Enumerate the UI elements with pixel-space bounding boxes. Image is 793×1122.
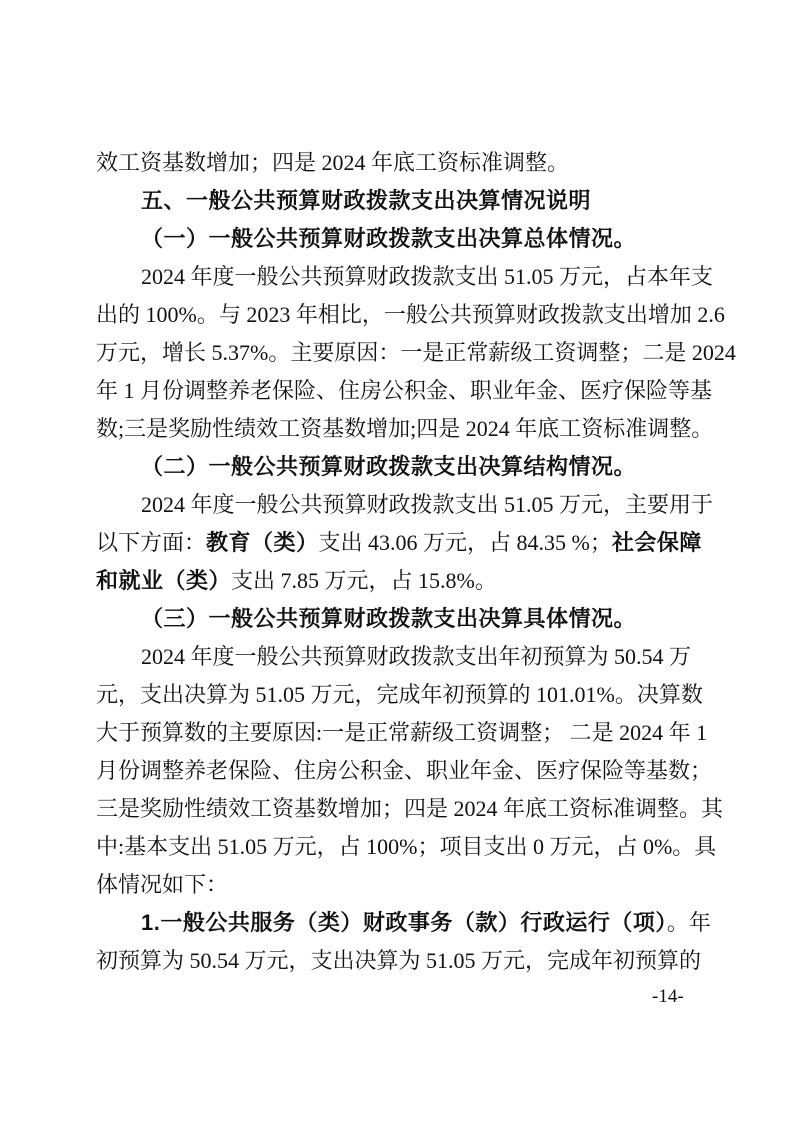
bold-text-run: 教育（类） (206, 530, 319, 555)
bold-text-run: （二）一般公共预算财政拨款支出决算结构情况。 (141, 454, 637, 479)
text-run: 万元，增长 5.37%。主要原因：一是正常薪级工资调整；二是 2024 (96, 340, 736, 365)
text-run: 。年 (666, 910, 711, 935)
text-run: 以下方面： (96, 530, 207, 555)
heading-line (96, 220, 718, 258)
text-line (96, 638, 718, 676)
text-line (96, 904, 718, 942)
text-line (96, 296, 725, 334)
text-run: 元，支出决算为 51.05 万元，完成年初预算的 101.01%。决算数 (96, 682, 703, 707)
heading-line (96, 600, 718, 638)
bold-text-run: 和就业（类） (96, 568, 232, 593)
text-line (96, 372, 718, 410)
text-line (96, 714, 718, 752)
text-line (96, 942, 718, 980)
text-line (96, 524, 718, 562)
bold-text-run: 1.一般公共服务（类）财政事务（款）行政运行（项） (141, 910, 667, 935)
page-number: -14- (652, 986, 684, 1007)
text-run: 中:基本支出 51.05 万元，占 100%；项目支出 0 万元，占 0%。具 (96, 834, 717, 859)
text-run: 初预算为 50.54 万元，支出决算为 51.05 万元，完成年初预算的 (96, 948, 702, 973)
text-run: 2024 年度一般公共预算财政拨款支出 51.05 万元，主要用于 (141, 492, 714, 517)
text-line (96, 790, 724, 828)
text-run: 月份调整养老保险、住房公积金、职业年金、医疗保险等基数； (96, 758, 713, 783)
text-run: 数;三是奖励性绩效工资基数增加;四是 2024 年底工资标准调整。 (96, 416, 714, 441)
heading-line (96, 448, 718, 486)
bold-text-run: 五、一般公共预算财政拨款支出决算情况说明 (141, 188, 592, 213)
text-run: 年 1 月份调整养老保险、住房公积金、职业年金、医疗保险等基 (96, 378, 713, 403)
heading-line (96, 182, 718, 220)
text-line (96, 562, 718, 600)
text-run: 2024 年度一般公共预算财政拨款支出年初预算为 50.54 万 (141, 644, 692, 669)
text-line (96, 410, 718, 448)
text-line (96, 486, 718, 524)
text-run: 2024 年度一般公共预算财政拨款支出 51.05 万元，占本年支 (141, 264, 714, 289)
text-line (96, 334, 736, 372)
text-run: 三是奖励性绩效工资基数增加；四是 2024 年底工资标准调整。其 (96, 796, 724, 821)
text-run: 大于预算数的主要原因:一是正常薪级工资调整； 二是 2024 年 1 (96, 720, 708, 745)
text-line (96, 752, 718, 790)
bold-text-run: （一）一般公共预算财政拨款支出决算总体情况。 (141, 226, 637, 251)
text-line (96, 676, 718, 714)
text-line (96, 144, 718, 182)
bold-text-run: （三）一般公共预算财政拨款支出决算具体情况。 (141, 606, 637, 631)
document-body (96, 144, 736, 980)
text-run: 效工资基数增加；四是 2024 年底工资标准调整。 (96, 150, 570, 175)
text-run: 支出 7.85 万元，占 15.8%。 (231, 568, 497, 593)
bold-text-run: 社会保障 (611, 530, 702, 555)
text-run: 出的 100%。与 2023 年相比，一般公共预算财政拨款支出增加 2.6 (96, 302, 725, 327)
text-line (96, 258, 718, 296)
text-line (96, 866, 718, 904)
text-line (96, 828, 718, 866)
text-run: 支出 43.06 万元，占 84.35 %； (318, 530, 612, 555)
text-run: 体情况如下： (96, 872, 229, 897)
